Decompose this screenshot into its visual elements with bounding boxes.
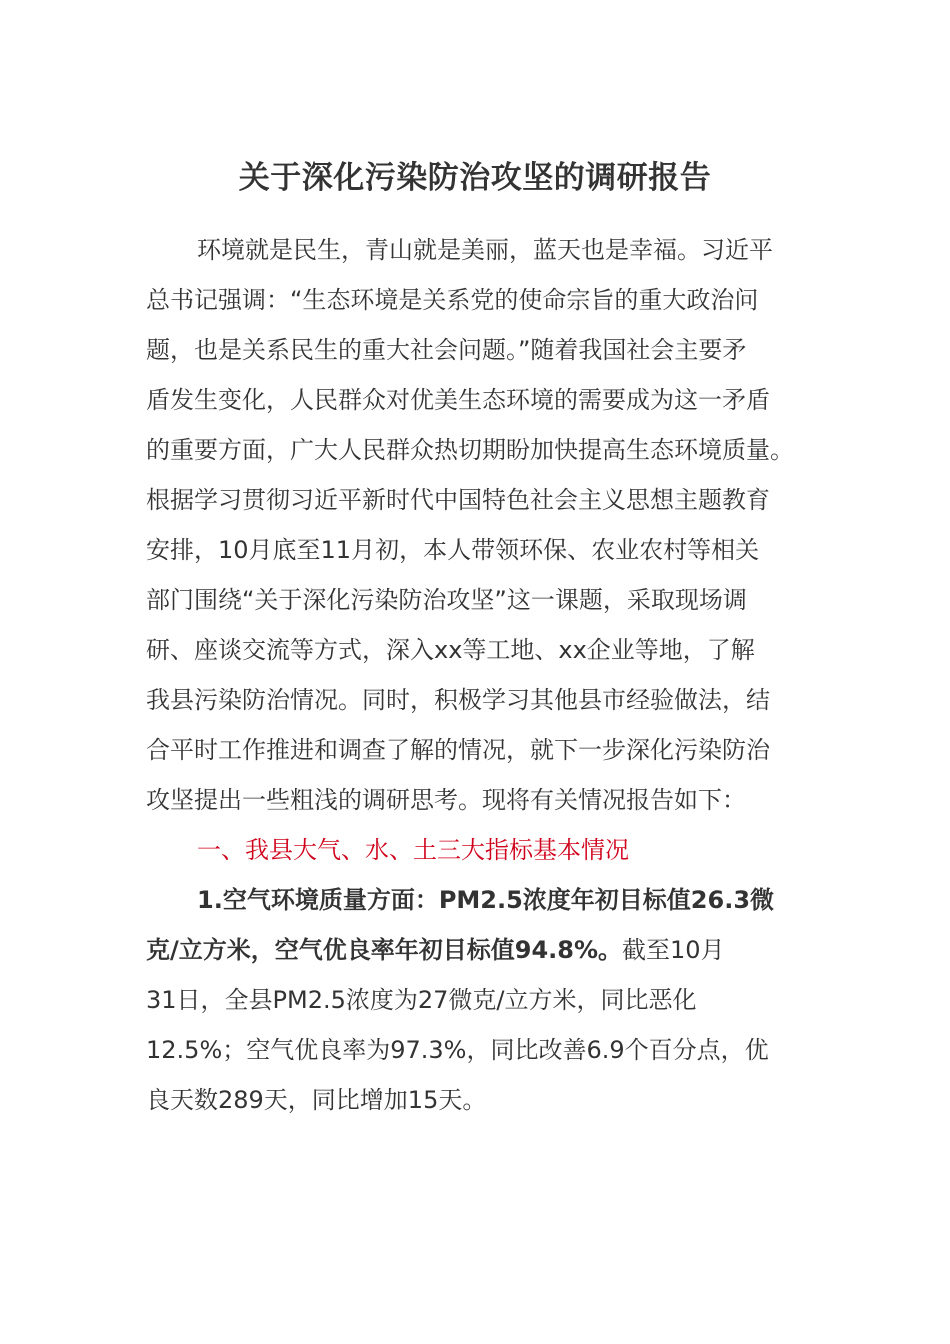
item1-normal-segment: 截至10月 xyxy=(622,936,725,964)
paragraph-line: 我县污染防治情况。同时，积极学习其他县市经验做法，结 xyxy=(146,686,770,714)
item1-mixed-line xyxy=(146,925,808,975)
paragraph-line: 合平时工作推进和调查了解的情况，就下一步深化污染防治 xyxy=(146,736,770,764)
paragraph-line: 环境就是民生，青山就是美丽，蓝天也是幸福。习近平 xyxy=(197,236,773,264)
item1-bold-segment: 克/立方米，空气优良率年初目标值94.8%。 xyxy=(146,936,623,964)
paragraph-line: 的重要方面，广大人民群众热切期盼加快提高生态环境质量。 xyxy=(146,436,794,464)
item1-bold-line: 1.空气环境质量方面：PM2.5浓度年初目标值26.3微 xyxy=(197,886,775,914)
paragraph-line: 12.5%；空气优良率为97.3%，同比改善6.9个百分点，优 xyxy=(146,1036,769,1064)
paragraph-line: 根据学习贯彻习近平新时代中国特色社会主义思想主题教育 xyxy=(146,486,770,514)
document-title: 关于深化污染防治攻坚的调研报告 xyxy=(238,160,712,196)
section-heading: 一、我县大气、水、土三大指标基本情况 xyxy=(197,836,629,864)
paragraph-line: 题，也是关系民生的重大社会问题。”随着我国社会主要矛 xyxy=(146,336,747,364)
paragraph-line: 研、座谈交流等方式，深入xx等工地、xx企业等地，了解 xyxy=(146,636,755,664)
paragraph-line: 总书记强调：“生态环境是关系党的使命宗旨的重大政治问 xyxy=(146,286,759,314)
paragraph-line: 安排，10月底至11月初，本人带领环保、农业农村等相关 xyxy=(146,536,760,564)
paragraph-line: 盾发生变化，人民群众对优美生态环境的需要成为这一矛盾 xyxy=(146,386,770,414)
paragraph-line: 部门围绕“关于深化污染防治攻坚”这一课题，采取现场调 xyxy=(146,586,747,614)
paragraph-line: 攻坚提出一些粗浅的调研思考。现将有关情况报告如下： xyxy=(146,786,746,814)
document-body xyxy=(146,225,808,1125)
paragraph-line: 31日，全县PM2.5浓度为27微克/立方米，同比恶化 xyxy=(146,986,697,1014)
paragraph-line: 良天数289天，同比增加15天。 xyxy=(146,1086,487,1114)
